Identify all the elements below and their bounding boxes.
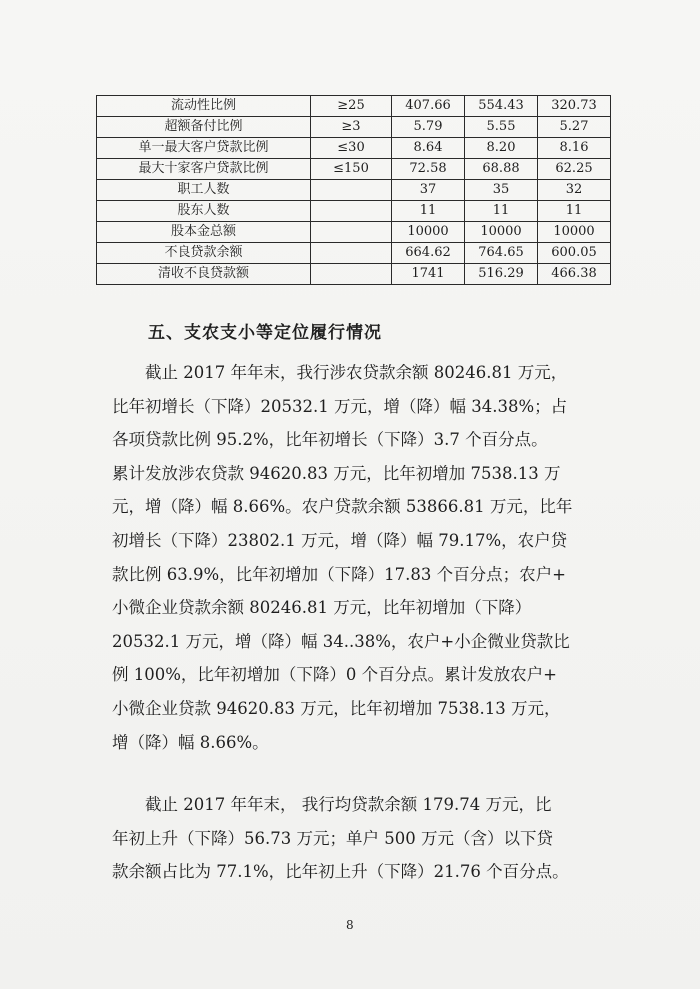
value-cell: 5.27 bbox=[538, 117, 611, 138]
value-cell: 600.05 bbox=[538, 243, 611, 264]
paragraph-line: 小微企业贷款 94620.83 万元，比年初增加 7538.13 万元， bbox=[112, 698, 561, 718]
table-row bbox=[97, 243, 611, 264]
standard-cell bbox=[311, 201, 392, 222]
metrics-table bbox=[96, 95, 611, 285]
value-cell: 10000 bbox=[538, 222, 611, 243]
paragraph-line: 增（降）幅 8.66%。 bbox=[112, 732, 269, 752]
paragraph-avg-loans bbox=[112, 788, 569, 889]
value-cell: 407.66 bbox=[392, 96, 465, 117]
indicator-name-cell: 流动性比例 bbox=[97, 96, 311, 117]
value-cell: 320.73 bbox=[538, 96, 611, 117]
paragraph-line: 各项贷款比例 95.2%，比年初增长（下降）3.7 个百分点。 bbox=[112, 430, 548, 450]
indicator-name-cell: 股本金总额 bbox=[97, 222, 311, 243]
paragraph-line: 截止 2017 年年末， 我行均贷款余额 179.74 万元，比 bbox=[112, 795, 552, 814]
table-row bbox=[97, 96, 611, 117]
value-cell: 11 bbox=[465, 201, 538, 222]
metrics-table-body bbox=[97, 96, 611, 285]
indicator-name-cell: 股东人数 bbox=[97, 201, 311, 222]
value-cell: 72.58 bbox=[392, 159, 465, 180]
standard-cell bbox=[311, 222, 392, 243]
indicator-name-cell: 超额备付比例 bbox=[97, 117, 311, 138]
indicator-name-cell: 清收不良贷款额 bbox=[97, 264, 311, 285]
section-heading: 五、支农支小等定位履行情况 bbox=[148, 323, 382, 343]
paragraph-line: 比年初增长（下降）20532.1 万元，增（降）幅 34.38%；占 bbox=[112, 396, 568, 416]
page-number: 8 bbox=[346, 918, 354, 932]
paragraph-line: 小微企业贷款余额 80246.81 万元，比年初增加（下降） bbox=[112, 598, 532, 618]
paragraph-line: 款余额占比为 77.1%，比年初上升（下降）21.76 个百分点。 bbox=[112, 862, 569, 882]
standard-cell: ≤150 bbox=[311, 159, 392, 180]
paragraph-agri-loans bbox=[112, 356, 572, 759]
value-cell: 10000 bbox=[465, 222, 538, 243]
indicator-name-cell: 职工人数 bbox=[97, 180, 311, 201]
value-cell: 62.25 bbox=[538, 159, 611, 180]
table-row bbox=[97, 180, 611, 201]
value-cell: 466.38 bbox=[538, 264, 611, 285]
indicator-name-cell: 不良贷款余额 bbox=[97, 243, 311, 264]
standard-cell bbox=[311, 243, 392, 264]
value-cell: 5.55 bbox=[465, 117, 538, 138]
value-cell: 10000 bbox=[392, 222, 465, 243]
value-cell: 35 bbox=[465, 180, 538, 201]
value-cell: 8.16 bbox=[538, 138, 611, 159]
paragraph-line: 年初上升（下降）56.73 万元；单户 500 万元（含）以下贷 bbox=[112, 828, 553, 848]
value-cell: 664.62 bbox=[392, 243, 465, 264]
paragraph-line: 累计发放涉农贷款 94620.83 万元，比年初增加 7538.13 万 bbox=[112, 463, 561, 483]
standard-cell: ≥25 bbox=[311, 96, 392, 117]
value-cell: 764.65 bbox=[465, 243, 538, 264]
value-cell: 8.64 bbox=[392, 138, 465, 159]
paragraph-line: 初增长（下降）23802.1 万元，增（降）幅 79.17%，农户贷 bbox=[112, 530, 568, 550]
table-row bbox=[97, 201, 611, 222]
value-cell: 68.88 bbox=[465, 159, 538, 180]
value-cell: 8.20 bbox=[465, 138, 538, 159]
paragraph-line: 截止 2017 年年末，我行涉农贷款余额 80246.81 万元， bbox=[112, 363, 568, 382]
standard-cell bbox=[311, 180, 392, 201]
value-cell: 11 bbox=[538, 201, 611, 222]
standard-cell: ≥3 bbox=[311, 117, 392, 138]
value-cell: 516.29 bbox=[465, 264, 538, 285]
paragraph-line: 元，增（降）幅 8.66%。农户贷款余额 53866.81 万元，比年 bbox=[112, 497, 573, 517]
paragraph-line: 款比例 63.9%，比年初增加（下降）17.83 个百分点；农户+ bbox=[112, 564, 566, 584]
table-row bbox=[97, 138, 611, 159]
standard-cell bbox=[311, 264, 392, 285]
value-cell: 5.79 bbox=[392, 117, 465, 138]
paragraph-line: 例 100%，比年初增加（下降）0 个百分点。累计发放农户+ bbox=[112, 665, 557, 685]
value-cell: 1741 bbox=[392, 264, 465, 285]
standard-cell: ≤30 bbox=[311, 138, 392, 159]
indicator-name-cell: 单一最大客户贷款比例 bbox=[97, 138, 311, 159]
table-row bbox=[97, 264, 611, 285]
value-cell: 11 bbox=[392, 201, 465, 222]
value-cell: 37 bbox=[392, 180, 465, 201]
table-row bbox=[97, 117, 611, 138]
table-row bbox=[97, 222, 611, 243]
indicator-name-cell: 最大十家客户贷款比例 bbox=[97, 159, 311, 180]
paragraph-line: 20532.1 万元，增（降）幅 34..38%，农户+小企微业贷款比 bbox=[112, 631, 570, 651]
value-cell: 554.43 bbox=[465, 96, 538, 117]
table-row bbox=[97, 159, 611, 180]
value-cell: 32 bbox=[538, 180, 611, 201]
